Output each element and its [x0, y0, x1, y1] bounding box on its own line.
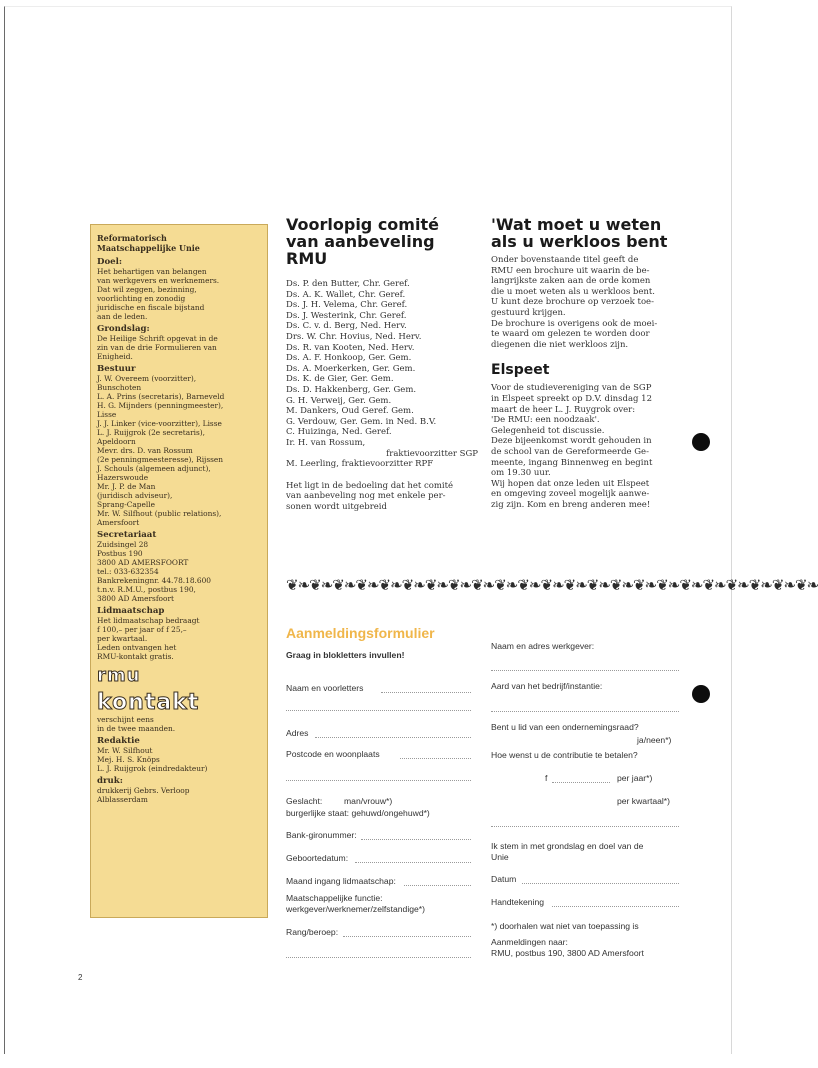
field-contributie-perkwartaal[interactable]: per kwartaal*): [617, 796, 671, 806]
field-naam-label: Naam en voorletters: [286, 683, 364, 693]
lidmaatschap-text: Het lidmaatschap bedraagt f 100,– per jaar of f 25,– per kwartaal. Leden ontvangen het RMU-kontakt gratis.: [97, 616, 200, 661]
field-contributie-input[interactable]: [552, 782, 610, 783]
aanmelden-address: RMU, postbus 190, 3800 AD Amersfoort: [491, 948, 644, 958]
field-naam-extra-input[interactable]: [286, 710, 471, 711]
org-name: Reformatorisch Maatschappelijke Unie: [97, 233, 200, 253]
field-postcode-input[interactable]: [400, 758, 471, 759]
comite-title: Voorlopig comité van aanbeveling RMU: [286, 215, 439, 268]
field-handtekening-input[interactable]: [552, 906, 679, 907]
ornament-divider: ❦❧❦❧❦❧❦❧❦❧❦❧❦❧❦❧❦❧❦❧❦❧❦❧❦❧❦❧❦❧❦❧❦❧❦❧❦❧❦❧❦❧❦❧❦❧: [286, 576, 818, 594]
form-subtitle: Graag in blokletters invullen!: [286, 650, 405, 660]
elspeet-title: Elspeet: [491, 362, 550, 379]
field-contributie-f: f: [545, 773, 548, 783]
field-adres-label: Adres: [286, 728, 309, 738]
form-title: Aanmeldingsformulier: [286, 625, 435, 641]
field-postcode-label: Postcode en woonplaats: [286, 749, 380, 759]
comite-note: Het ligt in de bedoeling dat het comité van aanbeveling nog met enkele per- sonen wordt uitgebreid: [286, 480, 454, 512]
field-stem-label-2: Unie: [491, 852, 509, 862]
field-ingang-input[interactable]: [404, 885, 471, 886]
field-contributie-label: Hoe wenst u de contributie te betalen?: [491, 750, 638, 760]
elspeet-text: Voor de studievereniging van de SGP in Elspeet spreekt op D.V. dinsdag 12 maart de heer L. J. Ruygrok over: 'De RMU: een noodzaak'. Gelegenheid tot discussie. Deze bijeenkomst wordt gehouden in de school van de Gereformeerde Ge- meente, ingang Binnenweg en begint om 19.30 uur. Wij hopen dat onze leden uit Elspeet en omgeving zoveel mogelijk aanwe- zig zijn. Kom en breng anderen mee!: [491, 383, 653, 510]
field-postcode-extra-input[interactable]: [286, 780, 471, 781]
secretariaat-text: Zuidsingel 28 Postbus 190 3800 AD AMERSFOORT tel.: 033-632354 Bankrekeningnr. 44.78.18.600 t.n.v. R.M.U., postbus 190, 3800 AD Amersfoort: [97, 540, 211, 603]
field-burgerlijke-staat[interactable]: burgerlijke staat: gehuwd/ongehuwd*): [286, 808, 430, 818]
secretariaat-heading: Secretariaat: [97, 530, 157, 540]
doel-heading: Doel:: [97, 257, 123, 267]
field-stem-label-1: Ik stem in met grondslag en doel van de: [491, 841, 644, 851]
werkloos-text: Onder bovenstaande titel geeft de RMU een brochure uit waarin de be- langrijkste zaken aan de orde komen die u moet weten als u werkloos bent. U kunt deze brochure op verzoek toe- gestuurd krijgen. De brochure is overigens ook de moei- te waard om gelezen te worden door diegenen die niet werkloos zijn.: [491, 255, 658, 350]
doel-text: Het behartigen van belangen van werkgevers en werknemers. Dat wil zeggen, bezinning, voorlichting en zonodig juridische en fiscale bijstand aan de leden.: [97, 267, 220, 321]
field-rang-label: Rang/beroep:: [286, 927, 339, 937]
druk-heading: druk:: [97, 776, 123, 786]
druk-text: drukkerij Gebrs. Verloop Alblasserdam: [97, 786, 190, 804]
field-functie-options[interactable]: werkgever/werknemer/zelfstandige*): [286, 904, 425, 914]
field-bank-label: Bank-gironummer:: [286, 830, 357, 840]
aanmelden-label: Aanmeldingen naar:: [491, 937, 568, 947]
field-aard-label: Aard van het bedrijf/instantie:: [491, 681, 603, 691]
field-adres-input[interactable]: [315, 737, 471, 738]
grondslag-heading: Grondslag:: [97, 324, 150, 334]
field-werkgever-label: Naam en adres werkgever:: [491, 641, 595, 651]
bestuur-heading: Bestuur: [97, 364, 136, 374]
field-contributie-extra-input[interactable]: [491, 826, 679, 827]
field-datum-input[interactable]: [522, 883, 679, 884]
verschijnt-text: verschijnt eens in de twee maanden.: [97, 715, 176, 733]
kontakt-logo: kontakt: [97, 690, 200, 715]
grondslag-text: De Heilige Schrift opgevat in de zin van de drie Formulieren van Enigheid.: [97, 334, 218, 361]
field-rang-input[interactable]: [343, 936, 471, 937]
field-geslacht-label: Geslacht:: [286, 796, 323, 806]
rmu-info-box: [90, 224, 268, 918]
redaktie-text: Mr. W. Silfhout Mej. H. S. Knöps L. J. Ruijgrok (eindredakteur): [97, 746, 208, 773]
field-aard-input[interactable]: [491, 711, 679, 712]
field-raad-label: Bent u lid van een ondernemingsraad?: [491, 722, 639, 732]
field-datum-label: Datum: [491, 874, 517, 884]
field-contributie-perjaar[interactable]: per jaar*): [617, 773, 653, 783]
redaktie-heading: Redaktie: [97, 736, 140, 746]
field-geboortedatum-label: Geboortedatum:: [286, 853, 349, 863]
werkloos-title: 'Wat moet u weten als u werkloos bent: [491, 215, 668, 251]
field-geslacht-options[interactable]: man/vrouw*): [344, 796, 393, 806]
field-functie-label: Maatschappelijke functie:: [286, 893, 383, 903]
binder-hole-top: [692, 433, 710, 451]
field-geboortedatum-input[interactable]: [355, 862, 471, 863]
form-footnote: *) doorhalen wat niet van toepassing is: [491, 921, 639, 931]
field-werkgever-input[interactable]: [491, 670, 679, 671]
werkloos-column: [491, 216, 681, 510]
lidmaatschap-heading: Lidmaatschap: [97, 606, 165, 616]
field-raad-janeen[interactable]: ja/neen*): [637, 735, 672, 745]
rmu-logo: rmu: [97, 665, 141, 686]
field-ingang-label: Maand ingang lidmaatschap:: [286, 876, 396, 886]
binder-hole-bottom: [692, 685, 710, 703]
field-naam-input[interactable]: [381, 692, 471, 693]
bestuur-text: J. W. Overeem (voorzitter), Bunschoten L. A. Prins (secretaris), Barneveld H. G. Mijnders (penningmeester), Lisse J. J. Linker (vice-voorzitter), Lisse L. J. Ruijgrok (2e secretaris), Apeldoorn Mevr. drs. D. van Rossum (2e penningmeesteresse), Rijssen J. Schouls (algemeen adjunct), Hazerswoude Mr. J. P. de Man (juridisch adviseur), Sprang-Capelle Mr. W. Silfhout (public relations), Amersfoort: [97, 374, 225, 527]
field-handtekening-label: Handtekening: [491, 897, 545, 907]
field-bank-input[interactable]: [361, 839, 471, 840]
comite-members: Ds. P. den Butter, Chr. Geref. Ds. A. K. Wallet, Chr. Geref. Ds. J. H. Velema, Chr. Geref. Ds. J. Westerink, Chr. Geref. Ds. C. v. d. Berg, Ned. Herv. Drs. W. Chr. Hovius, Ned. Herv. Ds. R. van Kooten, Ned. Herv. Ds. A. F. Honkoop, Ger. Gem. Ds. A. Moerkerken, Ger. Gem. Ds. K. de Gier, Ger. Gem. Ds. D. Hakkenberg, Ger. Gem. G. H. Verweij, Ger. Gem. M. Dankers, Oud Geref. Gem. G. Verdouw, Ger. Gem. in Ned. B.V. C. Huizinga, Ned. Geref. Ir. H. van Rossum, fraktievoorzitter SGP M. Leerling, fraktievoorzitter RPF: [286, 279, 478, 470]
comite-column: [286, 216, 478, 512]
page-number: 2: [78, 973, 83, 982]
field-rang-extra-input[interactable]: [286, 957, 471, 958]
